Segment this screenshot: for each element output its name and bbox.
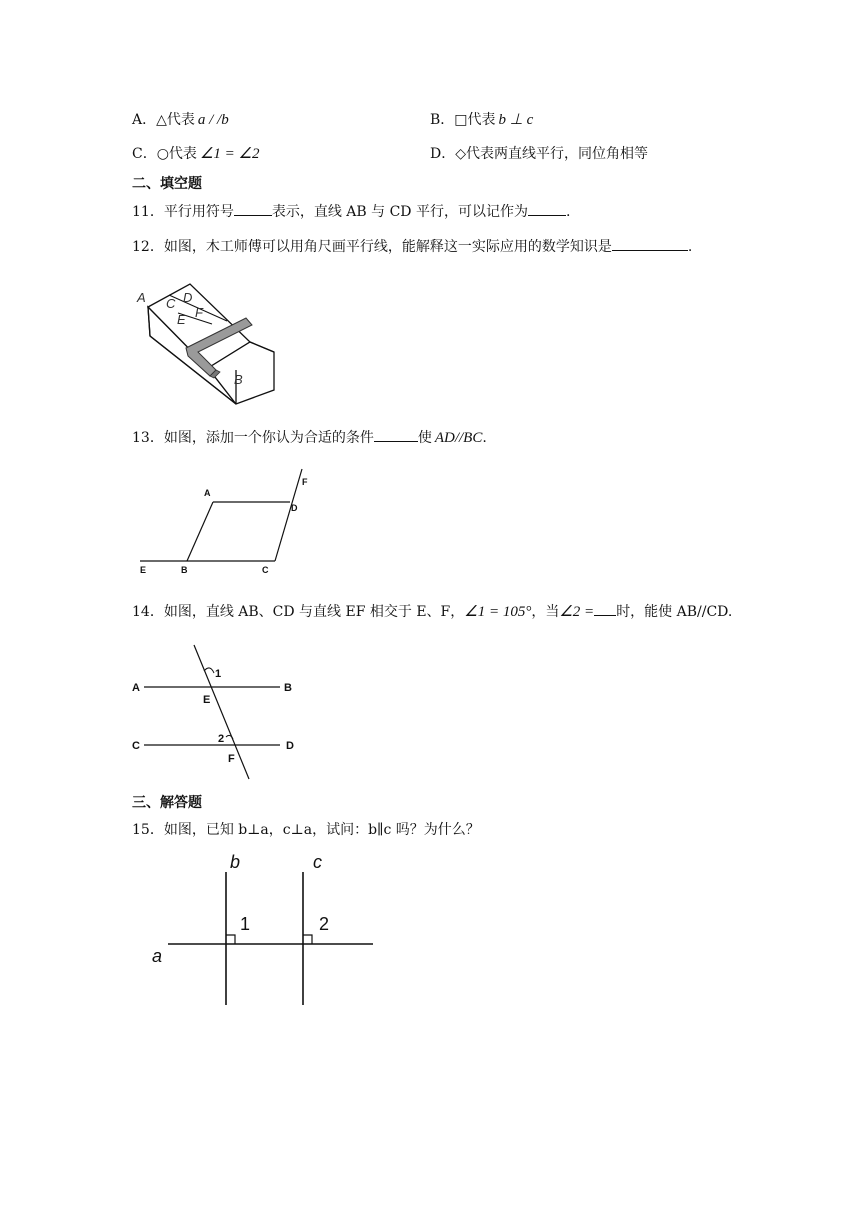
fig13-label-C: C: [262, 565, 269, 575]
fig12-label-F: F: [195, 305, 203, 320]
fig14-label-E: E: [203, 694, 211, 706]
q13-text-3: .: [482, 430, 487, 446]
q12-text-2: .: [687, 239, 693, 255]
fig13-label-D: D: [291, 503, 298, 513]
question-11: [132, 202, 570, 221]
q11-blank-1[interactable]: [234, 202, 272, 216]
question-14: [132, 602, 732, 621]
figure-15-perpendicular-lines: [148, 850, 378, 1010]
q14-text-1: 14．如图，直线 AB、CD 与直线 EF 相交于 E、F，: [132, 604, 465, 620]
fig13-label-A: A: [204, 488, 211, 498]
option-b-math: b ⊥ c: [498, 112, 534, 128]
q14-blank[interactable]: [594, 602, 616, 616]
fig15-label-b: b: [230, 852, 241, 872]
q11-text-3: .: [565, 204, 571, 220]
q14-text-3: 时，能使 AB//CD.: [616, 604, 733, 620]
fig15-label-c: c: [313, 852, 322, 872]
q12-text-1: 12．如图，木工师傅可以用角尺画平行线，能解释这一实际应用的数学知识是: [132, 239, 612, 255]
option-d: D．◇代表两直线平行，同位角相等: [430, 146, 648, 162]
fig14-label-D: D: [286, 740, 294, 752]
fig12-label-E: E: [177, 312, 186, 327]
q11-text-2: 表示，直线 AB 与 CD 平行，可以记作为: [271, 204, 528, 220]
fig12-label-C: C: [166, 296, 176, 311]
q13-math: AD//BC: [434, 430, 483, 446]
q13-blank[interactable]: [374, 428, 418, 442]
q14-math-angle2: ∠2 =: [559, 604, 595, 620]
fig13-label-B: B: [181, 565, 188, 575]
figure-12-carpenter-square: [128, 272, 288, 412]
fig12-label-D: D: [183, 290, 193, 305]
fig14-label-F: F: [228, 753, 235, 765]
option-c-math: ∠1 = ∠2: [199, 146, 260, 162]
section-title-fill-in: 二、填空题: [132, 176, 202, 192]
option-c-text: C．○代表: [132, 146, 197, 162]
question-12: [132, 237, 692, 256]
option-b-text: B．□代表: [430, 112, 496, 128]
q14-text-2: ，当: [531, 604, 560, 620]
figure-14-transversal: [130, 642, 305, 787]
option-a: [132, 111, 229, 129]
section-title-answers: 三、解答题: [132, 795, 202, 811]
fig15-label-1: 1: [240, 914, 251, 934]
option-a-text: A．△代表: [132, 112, 195, 128]
option-b: [430, 111, 533, 129]
question-15: 15．如图，已知 b⊥a，c⊥a，试问：b∥c 吗？为什么？: [132, 822, 480, 838]
fig14-label-C: C: [132, 740, 140, 752]
fig15-label-2: 2: [319, 914, 330, 934]
fig14-label-1: 1: [215, 668, 222, 680]
fig14-label-A: A: [132, 682, 140, 694]
q12-blank[interactable]: [612, 237, 688, 251]
fig15-label-a: a: [152, 946, 163, 966]
q11-text-1: 11．平行用符号: [132, 204, 234, 220]
q14-math-angle1: ∠1 = 105°: [464, 604, 532, 620]
option-c: [132, 145, 259, 163]
fig14-label-2: 2: [218, 733, 225, 745]
fig12-label-A: A: [137, 290, 146, 305]
q13-text-1: 13．如图，添加一个你认为合适的条件: [132, 430, 374, 446]
fig13-label-F: F: [302, 477, 308, 487]
fig12-label-B: B: [234, 372, 243, 387]
option-a-math: a / /b: [197, 112, 229, 128]
fig14-label-B: B: [284, 682, 292, 694]
fig13-label-E: E: [140, 565, 147, 575]
figure-13-quadrilateral: [130, 465, 330, 580]
q13-text-2: 使: [417, 430, 432, 446]
question-13: [132, 428, 487, 447]
q11-blank-2[interactable]: [528, 202, 566, 216]
